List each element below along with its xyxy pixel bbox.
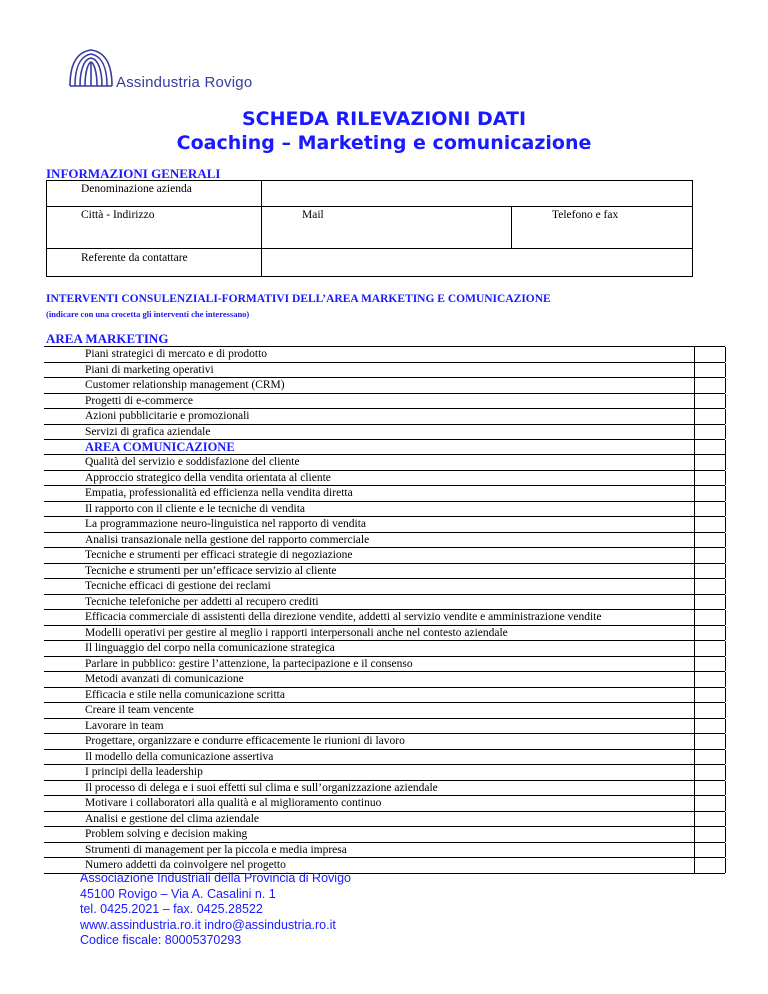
checkbox[interactable]: [694, 796, 726, 811]
checkbox[interactable]: [694, 409, 726, 424]
list-item-label: Progettare, organizzare e condurre efficacemente le riunioni di lavoro: [85, 735, 405, 747]
list-item-label: Servizi di grafica aziendale: [85, 425, 211, 438]
list-item: [44, 688, 725, 704]
list-item-label: Strumenti di management per la piccola e media impresa: [85, 843, 347, 856]
checkbox[interactable]: [694, 517, 726, 532]
checkbox[interactable]: [694, 533, 726, 548]
list-item: [44, 750, 725, 766]
list-item-label: Tecniche e strumenti per un’efficace servizio al cliente: [85, 564, 337, 577]
checkbox[interactable]: [694, 858, 726, 873]
list-item-label: Motivare i collaboratori alla qualità e al miglioramento continuo: [85, 797, 382, 809]
denominazione-field[interactable]: [262, 181, 693, 207]
list-item: [44, 843, 725, 859]
logo: [66, 46, 286, 96]
checkbox[interactable]: [694, 703, 726, 718]
interventi-heading: INTERVENTI CONSULENZIALI-FORMATIVI DELL’AREA MARKETING E COMUNICAZIONE: [46, 293, 551, 305]
list-item-label: Efficacia e stile nella comunicazione scritta: [85, 688, 285, 701]
list-item: [44, 579, 725, 595]
checkbox[interactable]: [694, 378, 726, 393]
list-item: [44, 734, 725, 750]
area-marketing-heading: AREA MARKETING: [46, 331, 169, 346]
interventi-list: [44, 346, 725, 874]
list-item-label: Approccio strategico della vendita orientata al cliente: [85, 471, 331, 484]
referente-label: Referente da contattare: [47, 249, 262, 277]
list-item-label: Problem solving e decision making: [85, 828, 248, 840]
list-item-label: Empatia, professionalità ed efficienza nella vendita diretta: [85, 487, 353, 499]
list-item: [44, 425, 725, 441]
list-item-label: Numero addetti da coinvolgere nel progetto: [85, 859, 286, 871]
list-item: [44, 796, 725, 812]
list-item: [44, 610, 725, 626]
list-item: [44, 454, 725, 471]
list-item-label: Il rapporto con il cliente e le tecniche di vendita: [85, 502, 306, 515]
logo-text: Assindustria Rovigo: [116, 74, 253, 91]
checkbox[interactable]: [694, 827, 726, 842]
checkbox[interactable]: [694, 765, 726, 780]
checkbox[interactable]: [694, 595, 726, 610]
list-item-label: Analisi e gestione del clima aziendale: [85, 812, 260, 825]
list-item: [44, 641, 725, 657]
list-item: [44, 626, 725, 642]
checkbox[interactable]: [694, 610, 726, 625]
list-item-label: Il modello della comunicazione assertiva: [85, 750, 274, 763]
list-item: [44, 486, 725, 502]
checkbox[interactable]: [694, 843, 726, 858]
checkbox[interactable]: [694, 734, 726, 749]
checkbox[interactable]: [694, 471, 726, 486]
checkbox[interactable]: [694, 363, 726, 378]
interventi-note: (indicare con una crocetta gli interventi che interessano): [46, 309, 250, 319]
list-item: [44, 564, 725, 580]
telefono-label: Telefono e fax: [512, 207, 693, 249]
list-item: [44, 657, 725, 673]
checkbox[interactable]: [694, 641, 726, 656]
footer-line: Associazione Industriali della Provincia di Rovigo: [80, 871, 351, 885]
list-item: [44, 346, 725, 363]
list-item-label: La programmazione neuro-linguistica nel rapporto di vendita: [85, 518, 367, 530]
footer-line: Codice fiscale: 80005370293: [80, 933, 242, 947]
checkbox[interactable]: [694, 502, 726, 517]
checkbox: [694, 440, 726, 455]
list-item-label: I principi della leadership: [85, 766, 203, 778]
list-item-label: Tecniche e strumenti per efficaci strategie di negoziazione: [85, 549, 353, 561]
list-item-label: Creare il team vencente: [85, 704, 194, 716]
checkbox[interactable]: [694, 688, 726, 703]
denominazione-label: Denominazione azienda: [47, 181, 262, 207]
checkbox[interactable]: [694, 548, 726, 563]
list-item: [44, 517, 725, 533]
list-item: [44, 672, 725, 688]
citta-label: Città - Indirizzo: [47, 207, 262, 249]
footer-line: 45100 Rovigo – Via A. Casalini n. 1: [80, 886, 276, 901]
checkbox[interactable]: [694, 347, 726, 362]
checkbox[interactable]: [694, 579, 726, 594]
list-item-label: Piani di marketing operativi: [85, 363, 214, 376]
checkbox[interactable]: [694, 750, 726, 765]
list-item-label: Tecniche efficaci di gestione dei reclami: [85, 580, 271, 592]
mail-label: Mail: [262, 207, 512, 249]
info-heading: INFORMAZIONI GENERALI: [46, 166, 221, 181]
checkbox[interactable]: [694, 626, 726, 641]
list-item: [44, 533, 725, 549]
footer: [80, 871, 351, 949]
area-comunicazione-heading: AREA COMUNICAZIONE: [85, 440, 235, 454]
list-item-label: Modelli operativi per gestire al meglio i rapporti interpersonali anche nel contesto aziendale: [85, 626, 508, 639]
list-item: [44, 719, 725, 735]
checkbox[interactable]: [694, 672, 726, 687]
area-comunicazione-heading-row: [44, 440, 725, 454]
list-item: [44, 827, 725, 843]
footer-line: www.assindustria.ro.it indro@assindustria.ro.it: [80, 917, 336, 932]
list-item-label: Lavorare in team: [85, 719, 164, 732]
list-item: [44, 765, 725, 781]
checkbox[interactable]: [694, 812, 726, 827]
list-item: [44, 363, 725, 379]
footer-line: tel. 0425.2021 – fax. 0425.28522: [80, 902, 263, 916]
list-item-label: Il processo di delega e i suoi effetti sul clima e sull’organizzazione aziendale: [85, 781, 438, 794]
list-item-label: Analisi transazionale nella gestione del rapporto commerciale: [85, 533, 370, 546]
checkbox[interactable]: [694, 719, 726, 734]
list-item: [44, 812, 725, 828]
list-item-label: Progetti di e-commerce: [85, 394, 193, 407]
checkbox[interactable]: [694, 455, 726, 470]
list-item-label: Tecniche telefoniche per addetti al recupero crediti: [85, 595, 319, 608]
list-item-label: Qualità del servizio e soddisfazione del cliente: [85, 456, 300, 468]
list-item-label: Parlare in pubblico: gestire l’attenzione, la partecipazione e il consenso: [85, 657, 413, 670]
list-item: [44, 548, 725, 564]
list-item: [44, 595, 725, 611]
page-title: SCHEDA RILEVAZIONI DATI: [241, 108, 527, 130]
list-item: [44, 394, 725, 410]
list-item-label: Azioni pubblicitarie e promozionali: [85, 410, 250, 422]
list-item: [44, 703, 725, 719]
list-item-label: Customer relationship management (CRM): [85, 379, 285, 391]
list-item-label: Il linguaggio del corpo nella comunicazione strategica: [85, 642, 335, 654]
list-item: [44, 781, 725, 797]
list-item: [44, 471, 725, 487]
list-item: [44, 502, 725, 518]
checkbox[interactable]: [694, 564, 726, 579]
checkbox[interactable]: [694, 781, 726, 796]
checkbox[interactable]: [694, 657, 726, 672]
list-item-label: Metodi avanzati di comunicazione: [85, 673, 244, 685]
assindustria-shell-logo-icon: [66, 46, 116, 94]
list-item: [44, 378, 725, 394]
info-table: [46, 180, 693, 277]
list-item: [44, 409, 725, 425]
list-item-label: Piani strategici di mercato e di prodotto: [85, 348, 268, 360]
checkbox[interactable]: [694, 425, 726, 440]
checkbox[interactable]: [694, 394, 726, 409]
checkbox[interactable]: [694, 486, 726, 501]
list-item-label: Efficacia commerciale di assistenti della direzione vendite, addetti al servizio vendite e amministrazione vendite: [85, 611, 602, 623]
page-subtitle: Coaching – Marketing e comunicazione: [176, 132, 592, 154]
referente-field[interactable]: [262, 249, 693, 277]
